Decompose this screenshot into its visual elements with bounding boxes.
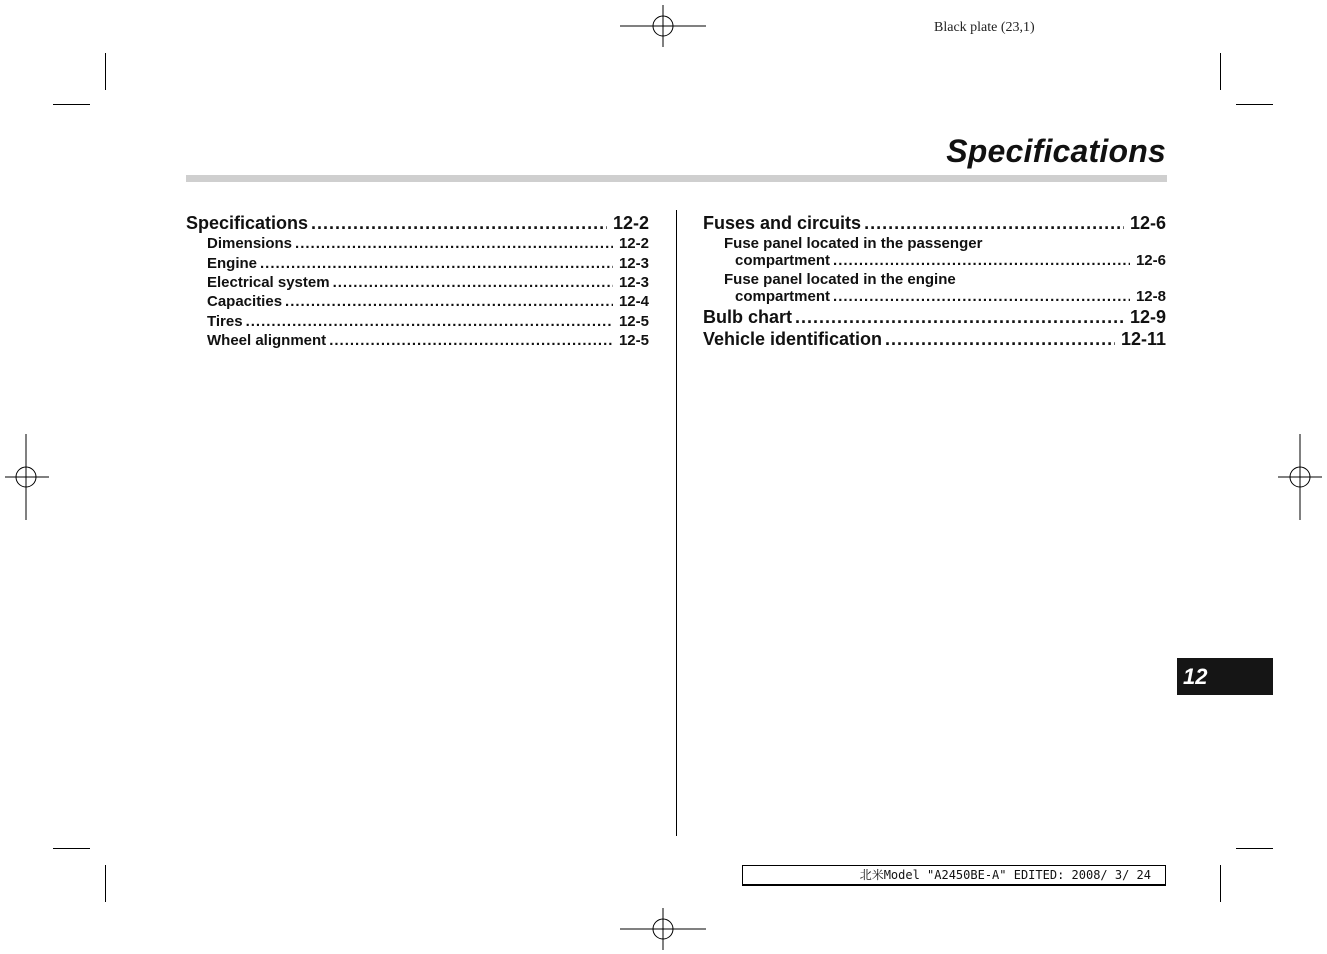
toc-label: Tires xyxy=(207,313,243,330)
toc-entry-electrical-system[interactable] xyxy=(207,274,649,291)
toc-entry-wheel-alignment[interactable] xyxy=(207,332,649,349)
registration-mark-icon xyxy=(620,908,706,950)
toc-leader xyxy=(333,274,613,291)
toc-page: 12-3 xyxy=(618,274,649,291)
toc-leader xyxy=(795,307,1124,328)
toc-leader xyxy=(864,213,1124,234)
toc-leader xyxy=(295,235,613,252)
toc-entry-fuses-and-circuits[interactable] xyxy=(703,213,1166,234)
toc-leader xyxy=(246,313,613,330)
toc-entry-dimensions[interactable] xyxy=(207,235,649,252)
toc-entry-engine-fuse-line1[interactable]: Fuse panel located in the engine xyxy=(724,271,956,288)
toc-label: compartment xyxy=(735,288,831,305)
toc-page: 12-9 xyxy=(1129,307,1166,327)
registration-mark-icon xyxy=(1278,434,1322,520)
plate-label: Black plate (23,1) xyxy=(934,20,1035,35)
footer-edit-stamp: 北米Model "A2450BE-A" EDITED: 2008/ 3/ 24 xyxy=(742,865,1166,886)
chapter-tab[interactable]: 12 xyxy=(1177,658,1273,695)
crop-mark xyxy=(1236,104,1273,105)
toc-page: 12-11 xyxy=(1120,329,1166,349)
toc-entry-passenger-fuse-line1[interactable]: Fuse panel located in the passenger xyxy=(724,235,983,252)
crop-mark xyxy=(53,104,90,105)
toc-leader xyxy=(329,332,613,349)
toc-page: 12-6 xyxy=(1129,213,1166,233)
toc-page: 12-2 xyxy=(618,235,649,252)
toc-label: Fuses and circuits xyxy=(703,213,862,233)
crop-mark xyxy=(1220,53,1221,90)
column-divider xyxy=(676,210,677,836)
toc-entry-vehicle-identification[interactable] xyxy=(703,329,1166,350)
toc-entry-specifications[interactable] xyxy=(186,213,649,234)
crop-mark xyxy=(1220,865,1221,902)
toc-leader xyxy=(833,288,1130,305)
toc-entry-passenger-fuse[interactable] xyxy=(735,252,1166,269)
toc-label: Bulb chart xyxy=(703,307,793,327)
crop-mark xyxy=(1236,848,1273,849)
toc-leader xyxy=(833,252,1130,269)
toc-label: Wheel alignment xyxy=(207,332,327,349)
toc-label: Capacities xyxy=(207,293,283,310)
toc-label: Specifications xyxy=(186,213,309,233)
toc-page: 12-6 xyxy=(1135,252,1166,269)
toc-page: 12-5 xyxy=(618,313,649,330)
toc-label: Vehicle identification xyxy=(703,329,883,349)
toc-label: Dimensions xyxy=(207,235,293,252)
toc-label: compartment xyxy=(735,252,831,269)
toc-page: 12-2 xyxy=(612,213,649,233)
toc-page: 12-4 xyxy=(618,293,649,310)
toc-entry-engine[interactable] xyxy=(207,255,649,272)
toc-label: Electrical system xyxy=(207,274,330,291)
toc-leader xyxy=(885,329,1115,350)
toc-leader xyxy=(311,213,607,234)
toc-leader xyxy=(260,255,613,272)
crop-mark xyxy=(53,848,90,849)
registration-mark-icon xyxy=(620,5,706,47)
toc-entry-engine-fuse[interactable] xyxy=(735,288,1166,305)
crop-mark xyxy=(105,53,106,90)
toc-entry-capacities[interactable] xyxy=(207,293,649,310)
page-title: Specifications xyxy=(946,133,1166,169)
toc-page: 12-8 xyxy=(1135,288,1166,305)
toc-entry-tires[interactable] xyxy=(207,313,649,330)
title-rule xyxy=(186,175,1167,182)
toc-entry-bulb-chart[interactable] xyxy=(703,307,1166,328)
registration-mark-icon xyxy=(5,434,49,520)
toc-leader xyxy=(285,293,613,310)
crop-mark xyxy=(105,865,106,902)
toc-page: 12-5 xyxy=(618,332,649,349)
toc-label: Engine xyxy=(207,255,258,272)
toc-page: 12-3 xyxy=(618,255,649,272)
